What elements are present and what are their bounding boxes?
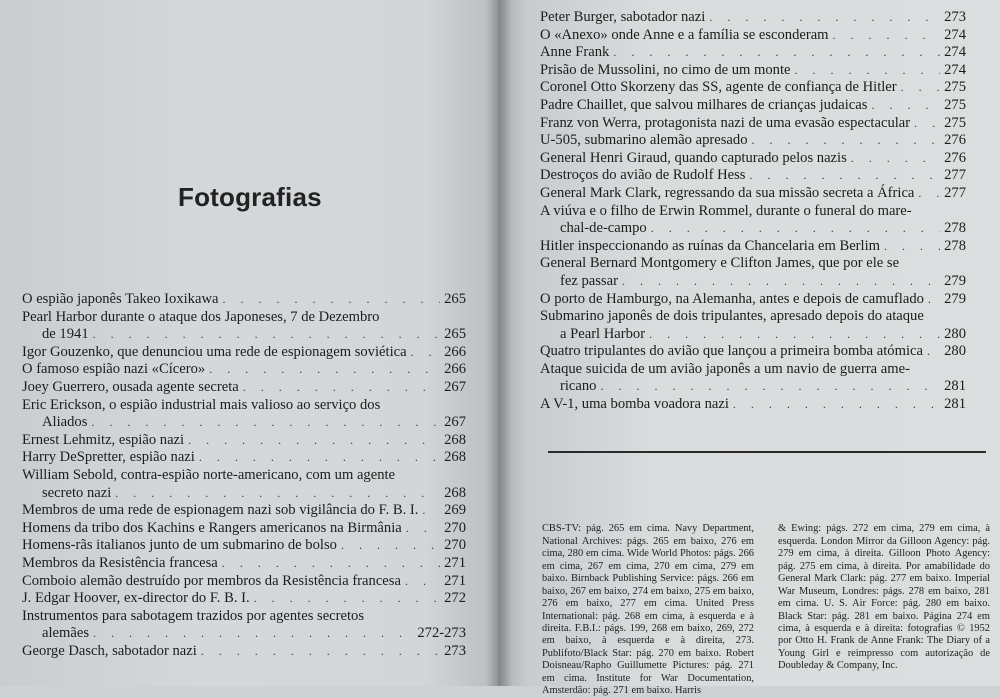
leader-dots	[188, 432, 440, 450]
photo-entry	[22, 344, 466, 362]
entry-caption: fez passar	[560, 272, 618, 289]
leader-dots	[795, 62, 940, 80]
leader-dots	[222, 555, 440, 573]
entry-caption: Ataque suicida de um avião japonês a um navio de guerra ame-	[540, 360, 910, 377]
page-number: 279	[944, 290, 966, 307]
leader-dots	[851, 150, 940, 168]
page-number: 279	[944, 272, 966, 289]
entry-caption: Pearl Harbor durante o ataque dos Japoneses, 7 de Dezembro	[22, 308, 380, 325]
page-number: 266	[444, 361, 466, 378]
leader-dots	[243, 379, 440, 397]
entry-caption: alemães	[42, 625, 89, 642]
entry-line	[22, 608, 466, 626]
page-number: 274	[944, 61, 966, 78]
leader-dots	[901, 79, 940, 97]
leader-dots	[613, 44, 940, 62]
page-number: 276	[944, 149, 966, 166]
entry-caption: General Henri Giraud, quando capturado pelos nazis	[540, 149, 847, 166]
leader-dots	[222, 291, 440, 309]
leader-dots	[752, 132, 941, 150]
photo-entry	[22, 643, 466, 661]
page-number: 270	[444, 519, 466, 536]
photo-entry	[540, 396, 966, 414]
photo-entry	[540, 203, 966, 238]
leader-dots	[750, 167, 941, 185]
entry-line	[540, 273, 966, 291]
entry-caption: A viúva e o filho de Erwin Rommel, durante o funeral do mare-	[540, 202, 912, 219]
page-number: 281	[944, 396, 966, 413]
leader-dots	[91, 414, 440, 432]
photo-entry	[22, 449, 466, 467]
leader-dots	[871, 97, 940, 115]
photo-entry	[540, 115, 966, 133]
page-number: 275	[944, 114, 966, 131]
page-number: 271	[444, 572, 466, 589]
page-number: 267	[444, 378, 466, 395]
entry-line	[22, 573, 466, 591]
photo-entry	[540, 44, 966, 62]
entry-caption: Submarino japonês de dois tripulantes, apresado depois do ataque	[540, 308, 924, 325]
photo-entry	[540, 255, 966, 290]
photo-entry	[22, 502, 466, 520]
page-number: 266	[444, 343, 466, 360]
photo-entry	[540, 238, 966, 256]
entry-caption: Igor Gouzenko, que denunciou uma rede de espionagem soviética	[22, 343, 407, 360]
entry-caption: Franz von Werra, protagonista nazi de uma evasão espectacular	[540, 114, 911, 131]
entry-caption: Peter Burger, sabotador nazi	[540, 9, 706, 25]
photo-entry	[540, 79, 966, 97]
photo-entry	[540, 97, 966, 115]
entry-line	[540, 115, 966, 133]
photo-entry	[540, 291, 966, 309]
page-number: 271	[444, 554, 466, 571]
entry-caption: O famoso espião nazi «Cícero»	[22, 361, 206, 378]
photo-entry	[540, 9, 966, 27]
entry-line	[540, 79, 966, 97]
entry-caption: ricano	[560, 378, 597, 395]
entry-caption: George Dasch, sabotador nazi	[22, 642, 197, 659]
page-number: 269	[444, 502, 466, 519]
entry-line	[22, 344, 466, 362]
leader-dots	[600, 378, 940, 396]
page-number: 270	[444, 537, 466, 554]
leader-dots	[649, 326, 940, 344]
entry-line	[540, 238, 966, 256]
leader-dots	[622, 273, 940, 291]
book-gutter	[486, 0, 512, 686]
photo-entry	[22, 467, 466, 502]
entry-caption: Quatro tripulantes do avião que lançou a primeira bomba atómica	[540, 343, 923, 360]
entry-caption: A V-1, uma bomba voadora nazi	[540, 396, 729, 413]
entry-line	[22, 625, 466, 643]
page-number: 277	[944, 167, 966, 184]
page-number: 272-273	[417, 625, 466, 642]
entry-caption: Homens da tribo dos Kachins e Rangers americanos na Birmânia	[22, 519, 402, 536]
entry-line	[22, 309, 466, 327]
photo-entry	[540, 62, 966, 80]
separator-rule	[548, 451, 986, 453]
entry-caption: Harry DeSpretter, espião nazi	[22, 449, 195, 466]
entry-line	[540, 44, 966, 62]
page-number: 274	[944, 26, 966, 43]
photo-entry	[22, 397, 466, 432]
entry-line	[22, 502, 466, 520]
entry-caption: secreto nazi	[42, 484, 112, 501]
photo-list-right	[540, 9, 966, 414]
leader-dots	[928, 291, 940, 309]
entry-line	[540, 255, 966, 273]
photo-entry	[22, 608, 466, 643]
entry-caption: Destroços do avião de Rudolf Hess	[540, 167, 746, 184]
entry-caption: Joey Guerrero, ousada agente secreta	[22, 378, 239, 395]
photo-entry	[540, 132, 966, 150]
section-heading: Fotografias	[178, 182, 322, 212]
entry-caption: Eric Erickson, o espião industrial mais valioso ao serviço dos	[22, 396, 381, 413]
leader-dots	[651, 220, 940, 238]
photo-entry	[540, 185, 966, 203]
photo-credits-col-2: & Ewing: págs. 272 em cima, 279 em cima, à esquerda. London Mirror da Gilloon Agency: pág. 279 em cima, à direita. Gilloon Photo Agency: pág. 275 em cima, à direita. Por amabilidade do General Mark Clark: pág. 277 em baixo. Imperial War Museum, Londres: págs. 278 em baixo, 281 em cima. U. S. Air Force: pág. 280 em baixo. Black Star: pág. 281 em baixo. Página 274 em cima, à esquerda e à direita: fotografias © 1952 por Otto H. Frank de Anne Frank: The Diary of a Young Girl e reimpresso com autorização de Doubleday & Company, Inc.	[778, 523, 990, 672]
page-number: 281	[944, 378, 966, 395]
leader-dots	[93, 326, 440, 344]
entry-caption: U-505, submarino alemão apresado	[540, 132, 748, 149]
leader-dots	[884, 238, 940, 256]
entry-caption: chal-de-campo	[560, 220, 647, 237]
entry-caption: O espião japonês Takeo Ioxikawa	[22, 291, 219, 307]
leader-dots	[209, 361, 440, 379]
page-number: 278	[944, 220, 966, 237]
photo-entry	[22, 432, 466, 450]
leader-dots	[405, 573, 440, 591]
entry-line	[540, 396, 966, 414]
entry-caption: Padre Chaillet, que salvou milhares de crianças judaicas	[540, 96, 868, 113]
entry-line	[540, 220, 966, 238]
leader-dots	[201, 643, 440, 661]
page-number: 278	[944, 237, 966, 254]
leader-dots	[406, 520, 440, 538]
entry-line	[540, 167, 966, 185]
entry-line	[22, 361, 466, 379]
page-number: 268	[444, 484, 466, 501]
photo-entry	[22, 555, 466, 573]
page-number: 268	[444, 431, 466, 448]
entry-line	[22, 643, 466, 661]
photo-entry	[22, 291, 466, 309]
entry-line	[22, 590, 466, 608]
entry-caption: Ernest Lehmitz, espião nazi	[22, 431, 185, 448]
entry-line	[22, 326, 466, 344]
entry-line	[540, 343, 966, 361]
photo-entry	[22, 573, 466, 591]
entry-line	[22, 485, 466, 503]
entry-line	[22, 379, 466, 397]
entry-line	[540, 361, 966, 379]
leader-dots	[93, 625, 413, 643]
entry-caption: Instrumentos para sabotagem trazidos por agentes secretos	[22, 607, 365, 624]
page-number: 280	[944, 325, 966, 342]
entry-line	[22, 449, 466, 467]
entry-line	[22, 291, 466, 309]
photo-entry	[22, 309, 466, 344]
page-number: 268	[444, 449, 466, 466]
photo-entry	[540, 361, 966, 396]
entry-caption: de 1941	[42, 326, 89, 343]
entry-caption: General Mark Clark, regressando da sua missão secreta a África	[540, 184, 915, 201]
photo-entry	[540, 27, 966, 45]
leader-dots	[254, 590, 440, 608]
page-number: 276	[944, 132, 966, 149]
entry-line	[22, 467, 466, 485]
entry-line	[540, 132, 966, 150]
entry-line	[540, 185, 966, 203]
entry-caption: William Sebold, contra-espião norte-americano, com um agente	[22, 466, 396, 483]
page-number: 265	[444, 291, 466, 307]
photo-entry	[22, 520, 466, 538]
entry-caption: Anne Frank	[540, 44, 610, 61]
photo-entry	[540, 150, 966, 168]
leader-dots	[918, 185, 940, 203]
entry-line	[22, 555, 466, 573]
entry-caption: Coronel Otto Skorzeny das SS, agente de confiança de Hitler	[540, 79, 897, 96]
photo-entry	[540, 308, 966, 343]
page-number: 267	[444, 414, 466, 431]
entry-line	[540, 308, 966, 326]
entry-caption: Comboio alemão destruído por membros da Resistência francesa	[22, 572, 401, 589]
leader-dots	[341, 537, 440, 555]
page-number: 273	[444, 642, 466, 659]
entry-line	[540, 62, 966, 80]
entry-line	[540, 9, 966, 27]
entry-caption: Aliados	[42, 414, 88, 431]
page-number: 275	[944, 96, 966, 113]
entry-caption: O «Anexo» onde Anne e a família se esconderam	[540, 26, 829, 43]
entry-line	[22, 432, 466, 450]
leader-dots	[927, 343, 940, 361]
photo-entry	[22, 537, 466, 555]
entry-caption: O porto de Hamburgo, na Alemanha, antes e depois de camuflado	[540, 290, 924, 307]
leader-dots	[422, 502, 440, 520]
entry-line	[22, 397, 466, 415]
photo-credits-col-1: CBS-TV: pág. 265 em cima. Navy Department, National Archives: págs. 265 em baixo, 276 em cima, 280 em cima. Wide World Photos: págs. 266 em cima, 267 em cima, 270 em cima, 279 em baixo. Birnback Publishing Service: págs. 266 em baixo, 267 em baixo, 274 em baixo, 275 em baixo, 276 em baixo, 277 em cima. United Press International: pág. 268 em cima, à esquerda e à direita. F.B.I.: págs. 199, 268 em baixo, 269, 272 em baixo, à esquerda e à direita, 273. Publifoto/Black Star: pág. 270 em baixo. Robert Doisneau/Rapho Guillumette Pictures: pág. 271 em cima. Institute for War Documentation, Amsterdão: pág. 271 em baixo. Harris	[542, 523, 754, 697]
entry-line	[540, 150, 966, 168]
page-number: 275	[944, 79, 966, 96]
page-number: 277	[944, 184, 966, 201]
photo-entry	[22, 361, 466, 379]
entry-line	[22, 537, 466, 555]
entry-line	[540, 326, 966, 344]
leader-dots	[115, 485, 440, 503]
entry-line	[540, 291, 966, 309]
photo-entry	[540, 343, 966, 361]
page-number: 280	[944, 343, 966, 360]
entry-caption: Homens-rãs italianos junto de um submarino de bolso	[22, 537, 337, 554]
page-number: 274	[944, 44, 966, 61]
entry-line	[540, 27, 966, 45]
entry-caption: Hitler inspeccionando as ruínas da Chancelaria em Berlim	[540, 237, 880, 254]
photo-entry	[22, 379, 466, 397]
leader-dots	[733, 396, 940, 414]
leader-dots	[833, 27, 940, 45]
leader-dots	[411, 344, 440, 362]
entry-line	[22, 414, 466, 432]
photo-list-left	[22, 291, 466, 660]
page-number: 273	[944, 9, 966, 25]
leader-dots	[709, 9, 940, 27]
photo-entry	[540, 167, 966, 185]
entry-caption: Membros da Resistência francesa	[22, 554, 218, 571]
page-number: 265	[444, 326, 466, 343]
entry-line	[22, 520, 466, 538]
entry-caption: General Bernard Montgomery e Clifton James, que por ele se	[540, 255, 900, 272]
entry-caption: Prisão de Mussolini, no cimo de um monte	[540, 61, 791, 78]
entry-caption: J. Edgar Hoover, ex-director do F. B. I.	[22, 590, 250, 607]
leader-dots	[199, 449, 440, 467]
entry-line	[540, 203, 966, 221]
photo-entry	[22, 590, 466, 608]
entry-caption: Membros de uma rede de espionagem nazi sob vigilância do F. B. I.	[22, 502, 419, 519]
leader-dots	[914, 115, 940, 133]
entry-line	[540, 97, 966, 115]
entry-line	[540, 378, 966, 396]
entry-caption: a Pearl Harbor	[560, 325, 646, 342]
page-number: 272	[444, 590, 466, 607]
